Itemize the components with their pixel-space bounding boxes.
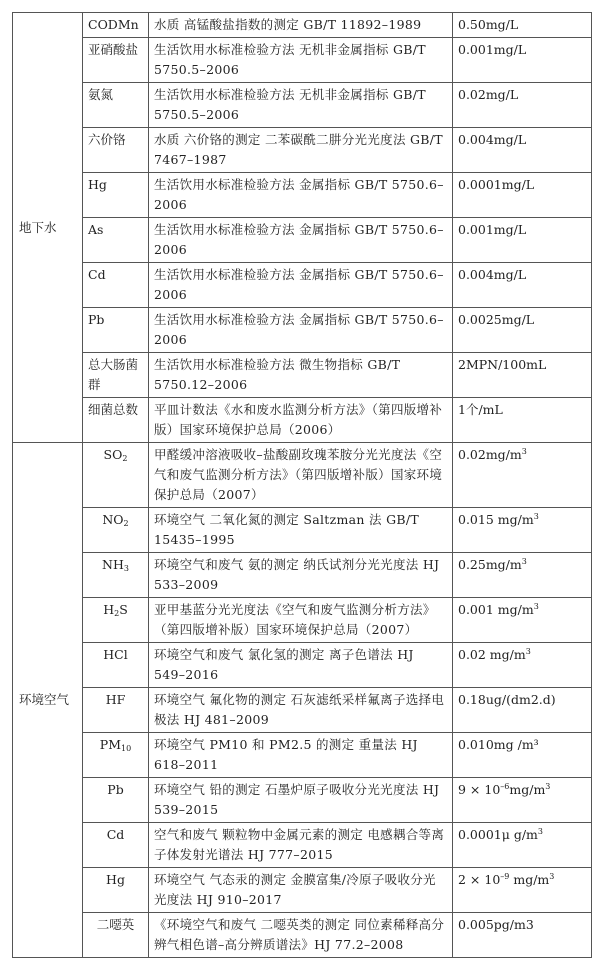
item-cell: [83, 508, 149, 553]
item-text: 细菌总数: [88, 402, 139, 417]
detection-limit-cell: [453, 38, 592, 83]
limit-text: 0.010mg /m³: [458, 737, 539, 752]
item-text: Cd: [88, 267, 106, 282]
detection-limit-cell: [453, 443, 592, 508]
limit-superscript: 3: [521, 557, 527, 566]
item-cell: [83, 643, 149, 688]
item-text: Hg: [88, 177, 107, 192]
item-text: 二噁英: [96, 917, 135, 932]
item-subscript: 2: [123, 519, 129, 528]
limit-text: 0.005pg/m3: [458, 917, 534, 932]
item-cell: [83, 688, 149, 733]
limit-superscript: 3: [549, 872, 555, 881]
table-body: [13, 13, 592, 958]
detection-limit-cell: [453, 308, 592, 353]
table-row: [13, 38, 592, 83]
item-cell: [83, 398, 149, 443]
method-cell: 水质 高锰酸盐指数的测定 GB/T 11892–1989: [149, 13, 453, 38]
table-row: [13, 643, 592, 688]
limit-text: 0.50mg/L: [458, 17, 519, 32]
table-row: [13, 598, 592, 643]
limit-text: 0.02mg/m: [458, 447, 522, 462]
item-text: 总大肠菌群: [88, 357, 139, 392]
detection-limit-cell: [453, 598, 592, 643]
limit-superscript: 3: [521, 447, 527, 456]
item-text: 亚硝酸盐: [88, 42, 139, 57]
detection-limit-cell: [453, 643, 592, 688]
item-text: Cd: [106, 827, 125, 842]
item-subscript: 3: [123, 564, 129, 573]
method-cell: 甲醛缓冲溶液吸收–盐酸副玫瑰苯胺分光光度法《空气和废气监测分析方法》（第四版增补版）国家环境保护总局（2007）: [149, 443, 453, 508]
item-subscript: 2: [114, 609, 120, 618]
limit-text: mg/m: [509, 782, 546, 797]
detection-limit-cell: [453, 353, 592, 398]
table-row: [13, 83, 592, 128]
table-row: [13, 353, 592, 398]
limit-superscript: 3: [533, 512, 539, 521]
limit-text: 1个/mL: [458, 402, 503, 417]
item-text: NO: [102, 512, 124, 527]
method-cell: 环境空气 PM10 和 PM2.5 的测定 重量法 HJ 618–2011: [149, 733, 453, 778]
limit-text: 0.02 mg/m: [458, 647, 526, 662]
item-cell: [83, 598, 149, 643]
document-page: [12, 12, 591, 958]
method-cell: 环境空气和废气 氯化氢的测定 离子色谱法 HJ 549–2016: [149, 643, 453, 688]
item-cell: [83, 778, 149, 823]
item-text: PM: [99, 737, 122, 752]
table-row: [13, 823, 592, 868]
method-cell: 生活饮用水标准检验方法 金属指标 GB/T 5750.6–2006: [149, 173, 453, 218]
category-cell: 环境空气: [13, 443, 83, 958]
limit-text: 0.004mg/L: [458, 132, 527, 147]
table-row: [13, 733, 592, 778]
method-cell: 生活饮用水标准检验方法 金属指标 GB/T 5750.6–2006: [149, 263, 453, 308]
item-cell: [83, 83, 149, 128]
limit-text: 0.001mg/L: [458, 222, 527, 237]
item-cell: [83, 913, 149, 958]
item-subscript: 2: [122, 454, 128, 463]
limit-text: mg/m: [509, 872, 550, 887]
limit-text: 9 × 10: [458, 782, 501, 797]
item-text: 六价铬: [88, 132, 126, 147]
limit-superscript: 3: [545, 782, 551, 791]
limit-superscript: –9: [500, 872, 510, 881]
limit-text: 0.004mg/L: [458, 267, 527, 282]
item-text: HCl: [103, 647, 128, 662]
item-cell: [83, 823, 149, 868]
item-cell: [83, 308, 149, 353]
method-cell: 生活饮用水标准检验方法 微生物指标 GB/T 5750.12–2006: [149, 353, 453, 398]
table-row: [13, 308, 592, 353]
limit-superscript: 3: [525, 647, 531, 656]
limit-superscript: –6: [500, 782, 510, 791]
method-cell: 亚甲基蓝分光光度法《空气和废气监测分析方法》（第四版增补版）国家环境保护总局（2007）: [149, 598, 453, 643]
table-row: [13, 128, 592, 173]
item-cell: [83, 38, 149, 83]
detection-limit-cell: [453, 173, 592, 218]
method-cell: 生活饮用水标准检验方法 金属指标 GB/T 5750.6–2006: [149, 218, 453, 263]
detection-limit-cell: [453, 13, 592, 38]
limit-text: 2MPN/100mL: [458, 357, 547, 372]
limit-text: 0.0025mg/L: [458, 312, 535, 327]
item-cell: [83, 173, 149, 218]
table-row: [13, 218, 592, 263]
item-cell: [83, 553, 149, 598]
method-cell: 生活饮用水标准检验方法 金属指标 GB/T 5750.6–2006: [149, 308, 453, 353]
item-text: SO: [103, 447, 123, 462]
item-text: 氨氮: [88, 87, 114, 102]
limit-text: 0.015 mg/m: [458, 512, 534, 527]
detection-limit-cell: [453, 508, 592, 553]
method-cell: 《环境空气和废气 二噁英类的测定 同位素稀释高分辨气相色谱–高分辨质谱法》HJ 77.2–2008: [149, 913, 453, 958]
method-cell: 环境空气 氟化物的测定 石灰滤纸采样氟离子选择电极法 HJ 481–2009: [149, 688, 453, 733]
table-row: [13, 398, 592, 443]
table-row: [13, 913, 592, 958]
item-text: Pb: [107, 782, 124, 797]
detection-limit-cell: [453, 263, 592, 308]
item-cell: [83, 443, 149, 508]
limit-text: 0.001mg/L: [458, 42, 527, 57]
detection-limit-cell: [453, 128, 592, 173]
method-cell: 环境空气 气态汞的测定 金膜富集/冷原子吸收分光光度法 HJ 910–2017: [149, 868, 453, 913]
method-cell: 生活饮用水标准检验方法 无机非金属指标 GB/T 5750.5–2006: [149, 38, 453, 83]
method-cell: 环境空气 铅的测定 石墨炉原子吸收分光光度法 HJ 539–2015: [149, 778, 453, 823]
item-text: H: [103, 602, 115, 617]
detection-limit-cell: [453, 83, 592, 128]
item-text: Hg: [106, 872, 125, 887]
limit-superscript: 3: [537, 827, 543, 836]
item-text: CODMn: [88, 17, 139, 32]
detection-limit-cell: [453, 868, 592, 913]
method-cell: 环境空气 二氧化氮的测定 Saltzman 法 GB/T 15435–1995: [149, 508, 453, 553]
item-cell: [83, 733, 149, 778]
monitoring-methods-table: [12, 12, 592, 958]
table-row: [13, 868, 592, 913]
detection-limit-cell: [453, 218, 592, 263]
detection-limit-cell: [453, 913, 592, 958]
detection-limit-cell: [453, 398, 592, 443]
detection-limit-cell: [453, 553, 592, 598]
item-text-tail: S: [119, 602, 128, 617]
item-subscript: 10: [121, 744, 132, 753]
item-cell: [83, 263, 149, 308]
table-row: [13, 508, 592, 553]
item-cell: [83, 218, 149, 263]
table-row: [13, 688, 592, 733]
limit-text: 0.0001mg/L: [458, 177, 535, 192]
table-row: [13, 173, 592, 218]
table-row: [13, 263, 592, 308]
table-row: [13, 778, 592, 823]
detection-limit-cell: [453, 733, 592, 778]
detection-limit-cell: [453, 778, 592, 823]
limit-text: 0.0001μ g/m: [458, 827, 538, 842]
item-cell: [83, 13, 149, 38]
detection-limit-cell: [453, 688, 592, 733]
method-cell: 空气和废气 颗粒物中金属元素的测定 电感耦合等离子体发射光谱法 HJ 777–2015: [149, 823, 453, 868]
limit-text: 2 × 10: [458, 872, 501, 887]
limit-text: 0.02mg/L: [458, 87, 519, 102]
category-cell: 地下水: [13, 13, 83, 443]
table-row: [13, 13, 592, 38]
method-cell: 水质 六价铬的测定 二苯碳酰二肼分光光度法 GB/T 7467–1987: [149, 128, 453, 173]
detection-limit-cell: [453, 823, 592, 868]
item-text: Pb: [88, 312, 105, 327]
table-row: [13, 553, 592, 598]
item-cell: [83, 868, 149, 913]
limit-text: 0.25mg/m: [458, 557, 522, 572]
method-cell: 生活饮用水标准检验方法 无机非金属指标 GB/T 5750.5–2006: [149, 83, 453, 128]
item-cell: [83, 353, 149, 398]
limit-text: 0.18ug/(dm2.d): [458, 692, 556, 707]
item-text: As: [88, 222, 104, 237]
limit-text: 0.001 mg/m: [458, 602, 534, 617]
table-row: [13, 443, 592, 508]
item-cell: [83, 128, 149, 173]
method-cell: 环境空气和废气 氨的测定 纳氏试剂分光光度法 HJ 533–2009: [149, 553, 453, 598]
item-text: HF: [105, 692, 126, 707]
limit-superscript: 3: [533, 602, 539, 611]
method-cell: 平皿计数法《水和废水监测分析方法》（第四版增补版）国家环境保护总局（2006）: [149, 398, 453, 443]
item-text: NH: [102, 557, 124, 572]
